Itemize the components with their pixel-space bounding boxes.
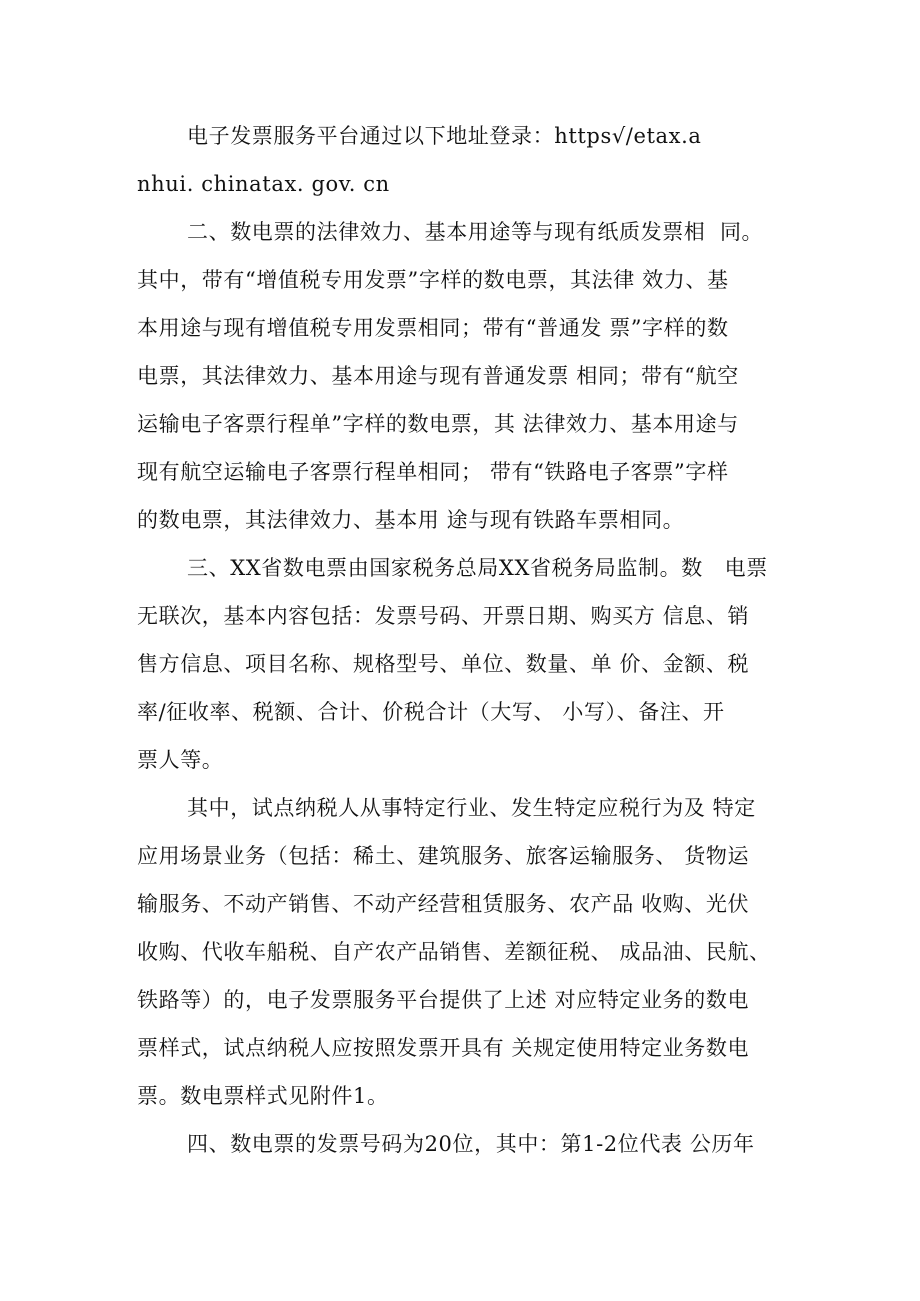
paragraph-line: 本用途与现有增值税专用发票相同；带有“普通发 票”字样的数: [137, 316, 729, 340]
paragraph-line: 电子发票服务平台通过以下地址登录：https√/etax.a: [187, 124, 702, 148]
paragraph-line: 输服务、不动产销售、不动产经营租赁服务、农产品 收购、光伏: [137, 892, 750, 916]
paragraph-line: 电票，其法律效力、基本用途与现有普通发票 相同；带有“航空: [137, 364, 739, 388]
paragraph-line: 现有航空运输电子客票行程单相同； 带有“铁路电子客票”字样: [137, 460, 729, 484]
paragraph-line: 率/征收率、税额、合计、价税合计（大写、 小写）、备注、开: [137, 700, 725, 724]
paragraph-line: 无联次，基本内容包括：发票号码、开票日期、购买方 信息、销: [137, 604, 750, 628]
paragraph-line: 二、数电票的法律效力、基本用途等与现有纸质发票相 同。: [187, 220, 764, 244]
paragraph-line: 售方信息、项目名称、规格型号、单位、数量、单 价、金额、税: [137, 652, 750, 676]
paragraph-line: 三、XX省数电票由国家税务总局XX省税务局监制。数 电票: [187, 556, 768, 580]
paragraph-line: 铁路等）的，电子发票服务平台提供了上述 对应特定业务的数电: [137, 988, 750, 1012]
paragraph-line: 收购、代收车船税、自产农产品销售、差额征税、 成品油、民航、: [137, 940, 771, 964]
paragraph-line: 票人等。: [137, 748, 224, 772]
paragraph-line: 票。数电票样式见附件1。: [137, 1084, 389, 1108]
paragraph-line: nhui. chinatax. gov. cn: [137, 172, 390, 196]
paragraph-line: 四、数电票的发票号码为20位，其中：第1-2位代表 公历年: [187, 1132, 755, 1156]
paragraph-line: 其中，试点纳税人从事特定行业、发生特定应税行为及 特定: [187, 796, 756, 820]
paragraph-line: 其中，带有“增值税专用发票”字样的数电票，其法律 效力、基: [137, 268, 729, 292]
paragraph-line: 票样式，试点纳税人应按照发票开具有 关规定使用特定业务数电: [137, 1036, 750, 1060]
paragraph-line: 运输电子客票行程单”字样的数电票，其 法律效力、基本用途与: [137, 412, 739, 436]
paragraph-line: 的数电票，其法律效力、基本用 途与现有铁路车票相同。: [137, 508, 685, 532]
paragraph-line: 应用场景业务（包括：稀土、建筑服务、旅客运输服务、 货物运: [137, 844, 750, 868]
